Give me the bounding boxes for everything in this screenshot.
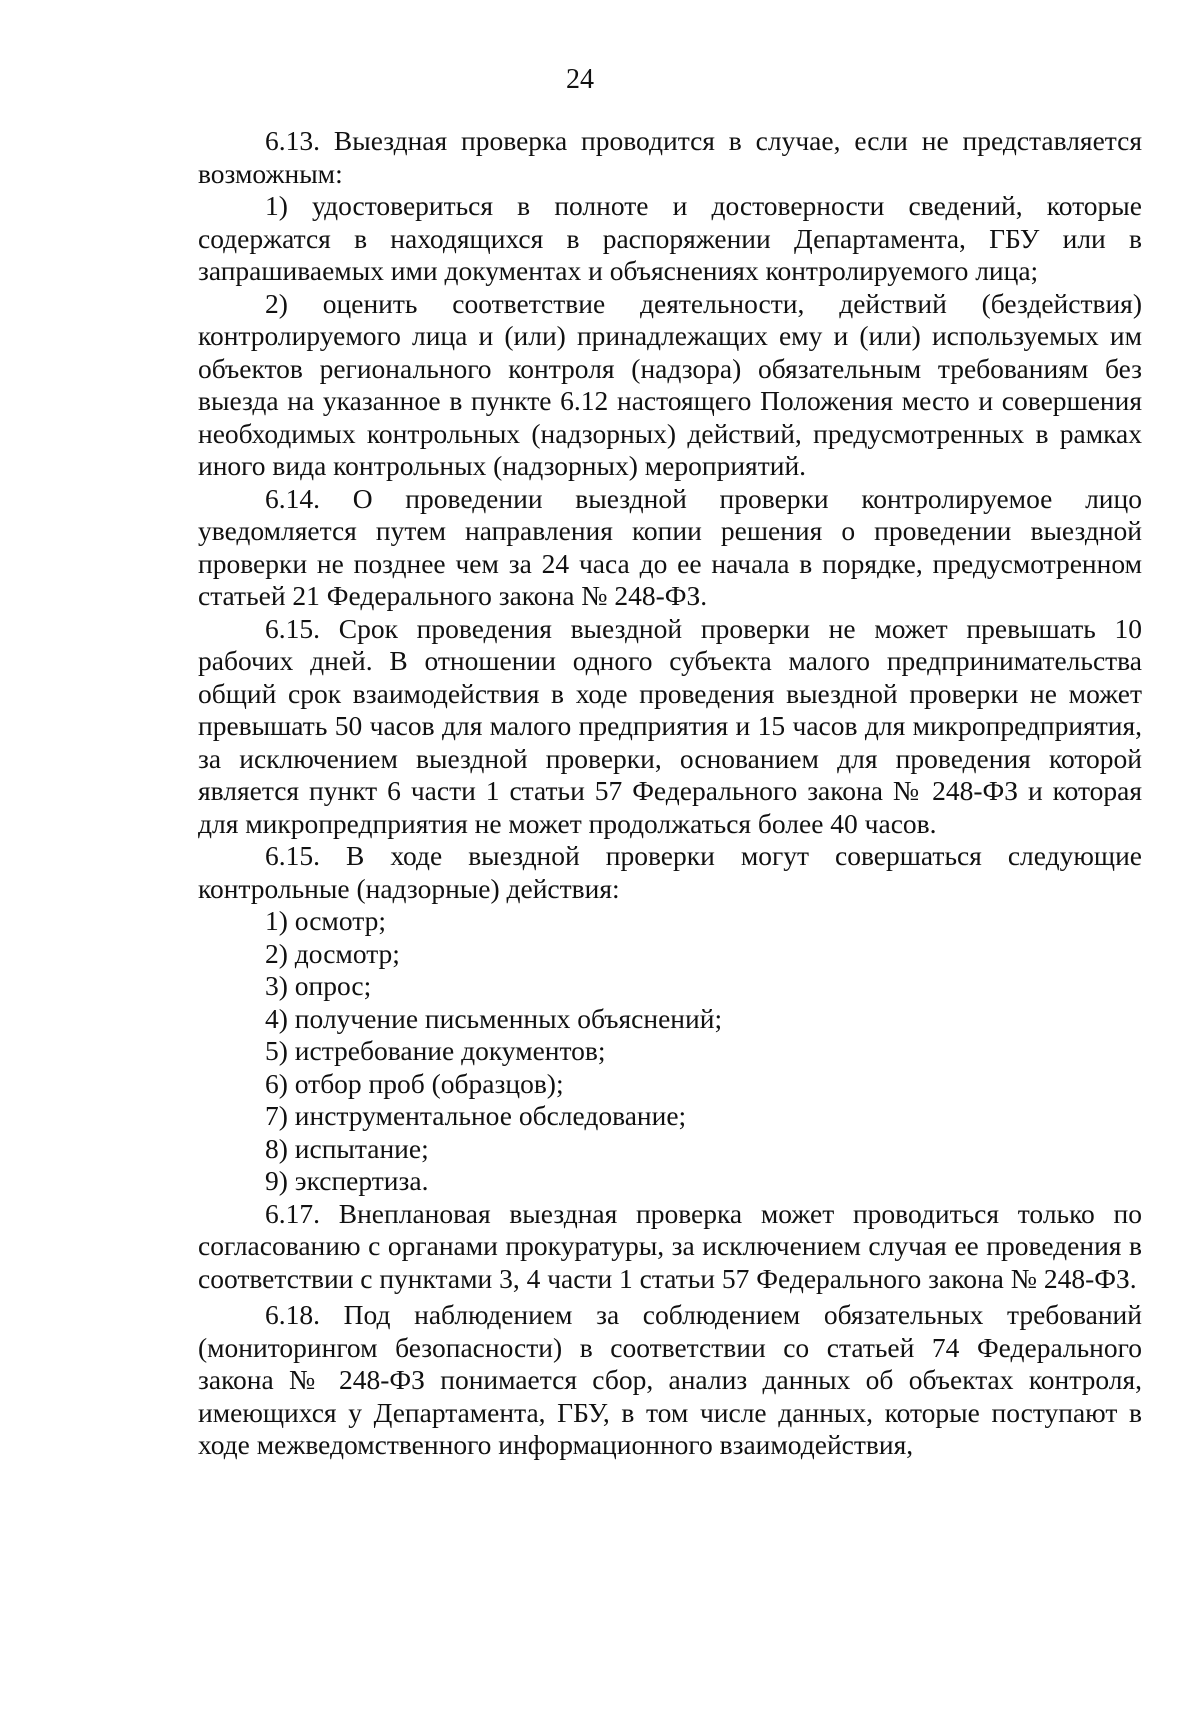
paragraph-6-13-item-1: 1) удостовериться в полноте и достоверности сведений, которые содержатся в находящихся в распоряжении Департамента, ГБУ или в запрашиваемых ими документах и объяснениях контролируемого лица; [198, 190, 1142, 286]
list-item: 8) испытание; [265, 1132, 429, 1164]
actions-list [198, 905, 1142, 1198]
document-body [198, 125, 1142, 1462]
list-item: 9) экспертиза. [265, 1165, 429, 1196]
list-item: 3) опрос; [265, 970, 372, 1001]
list-item: 2) досмотр; [265, 937, 400, 969]
paragraph-6-13-item-2: 2) оценить соответствие деятельности, действий (бездействия) контролируемого лица и (или) принадлежащих ему и (или) используемых им объектов регионального контроля (надзора) обязательным требованиям без выезда на указанное в пункте 6.12 настоящего Положения место и совершения необходимых контрольных (надзорных) действий, предусмотренных в рамках иного вида контрольных (надзорных) мероприятий. [198, 287, 1142, 481]
list-item: 7) инструментальное обследование; [265, 1100, 687, 1131]
paragraph-6-14: 6.14. О проведении выездной проверки контролируемое лицо уведомляется путем направления копии решения о проведении выездной проверки не позднее чем за 24 часа до ее начала в порядке, предусмотренном статьей 21 Федерального закона № 248-ФЗ. [198, 482, 1142, 611]
paragraph-6-17: 6.17. Внеплановая выездная проверка может проводиться только по согласованию с органами прокуратуры, за исключением случая ее проведения в соответствии с пунктами 3, 4 части 1 статьи 57 Федерального закона № 248-ФЗ. [198, 1197, 1142, 1294]
page-number: 24 [566, 64, 594, 95]
list-item: 1) осмотр; [265, 905, 386, 936]
paragraph-6-13: 6.13. Выездная проверка проводится в случае, если не представляется возможным: [198, 125, 1142, 189]
list-item: 5) истребование документов; [265, 1035, 606, 1066]
paragraph-6-15-term: 6.15. Срок проведения выездной проверки не может превышать 10 рабочих дней. В отношении одного субъекта малого предпринимательства общий срок взаимодействия в ходе проведения выездной проверки не может превышать 50 часов для малого предприятия и 15 часов для микропредприятия, за исключением выездной проверки, основанием для проведения которой является пункт 6 части 1 статьи 57 Федерального закона № 248-ФЗ и которая для микропредприятия не может продолжаться более 40 часов. [198, 612, 1142, 839]
list-item: 6) отбор проб (образцов); [265, 1067, 564, 1099]
paragraph-6-15-actions: 6.15. В ходе выездной проверки могут совершаться следующие контрольные (надзорные) действия: [198, 840, 1142, 904]
list-item: 4) получение письменных объяснений; [265, 1002, 723, 1034]
paragraph-6-18: 6.18. Под наблюдением за соблюдением обязательных требований (мониторингом безопасности) в соответствии со статьей 74 Федерального закона № 248-ФЗ понимается сбор, анализ данных об объектах контроля, имеющихся у Департамента, ГБУ, в том числе данных, которые поступают в ходе межведомственного информационного взаимодействия, [198, 1299, 1142, 1460]
